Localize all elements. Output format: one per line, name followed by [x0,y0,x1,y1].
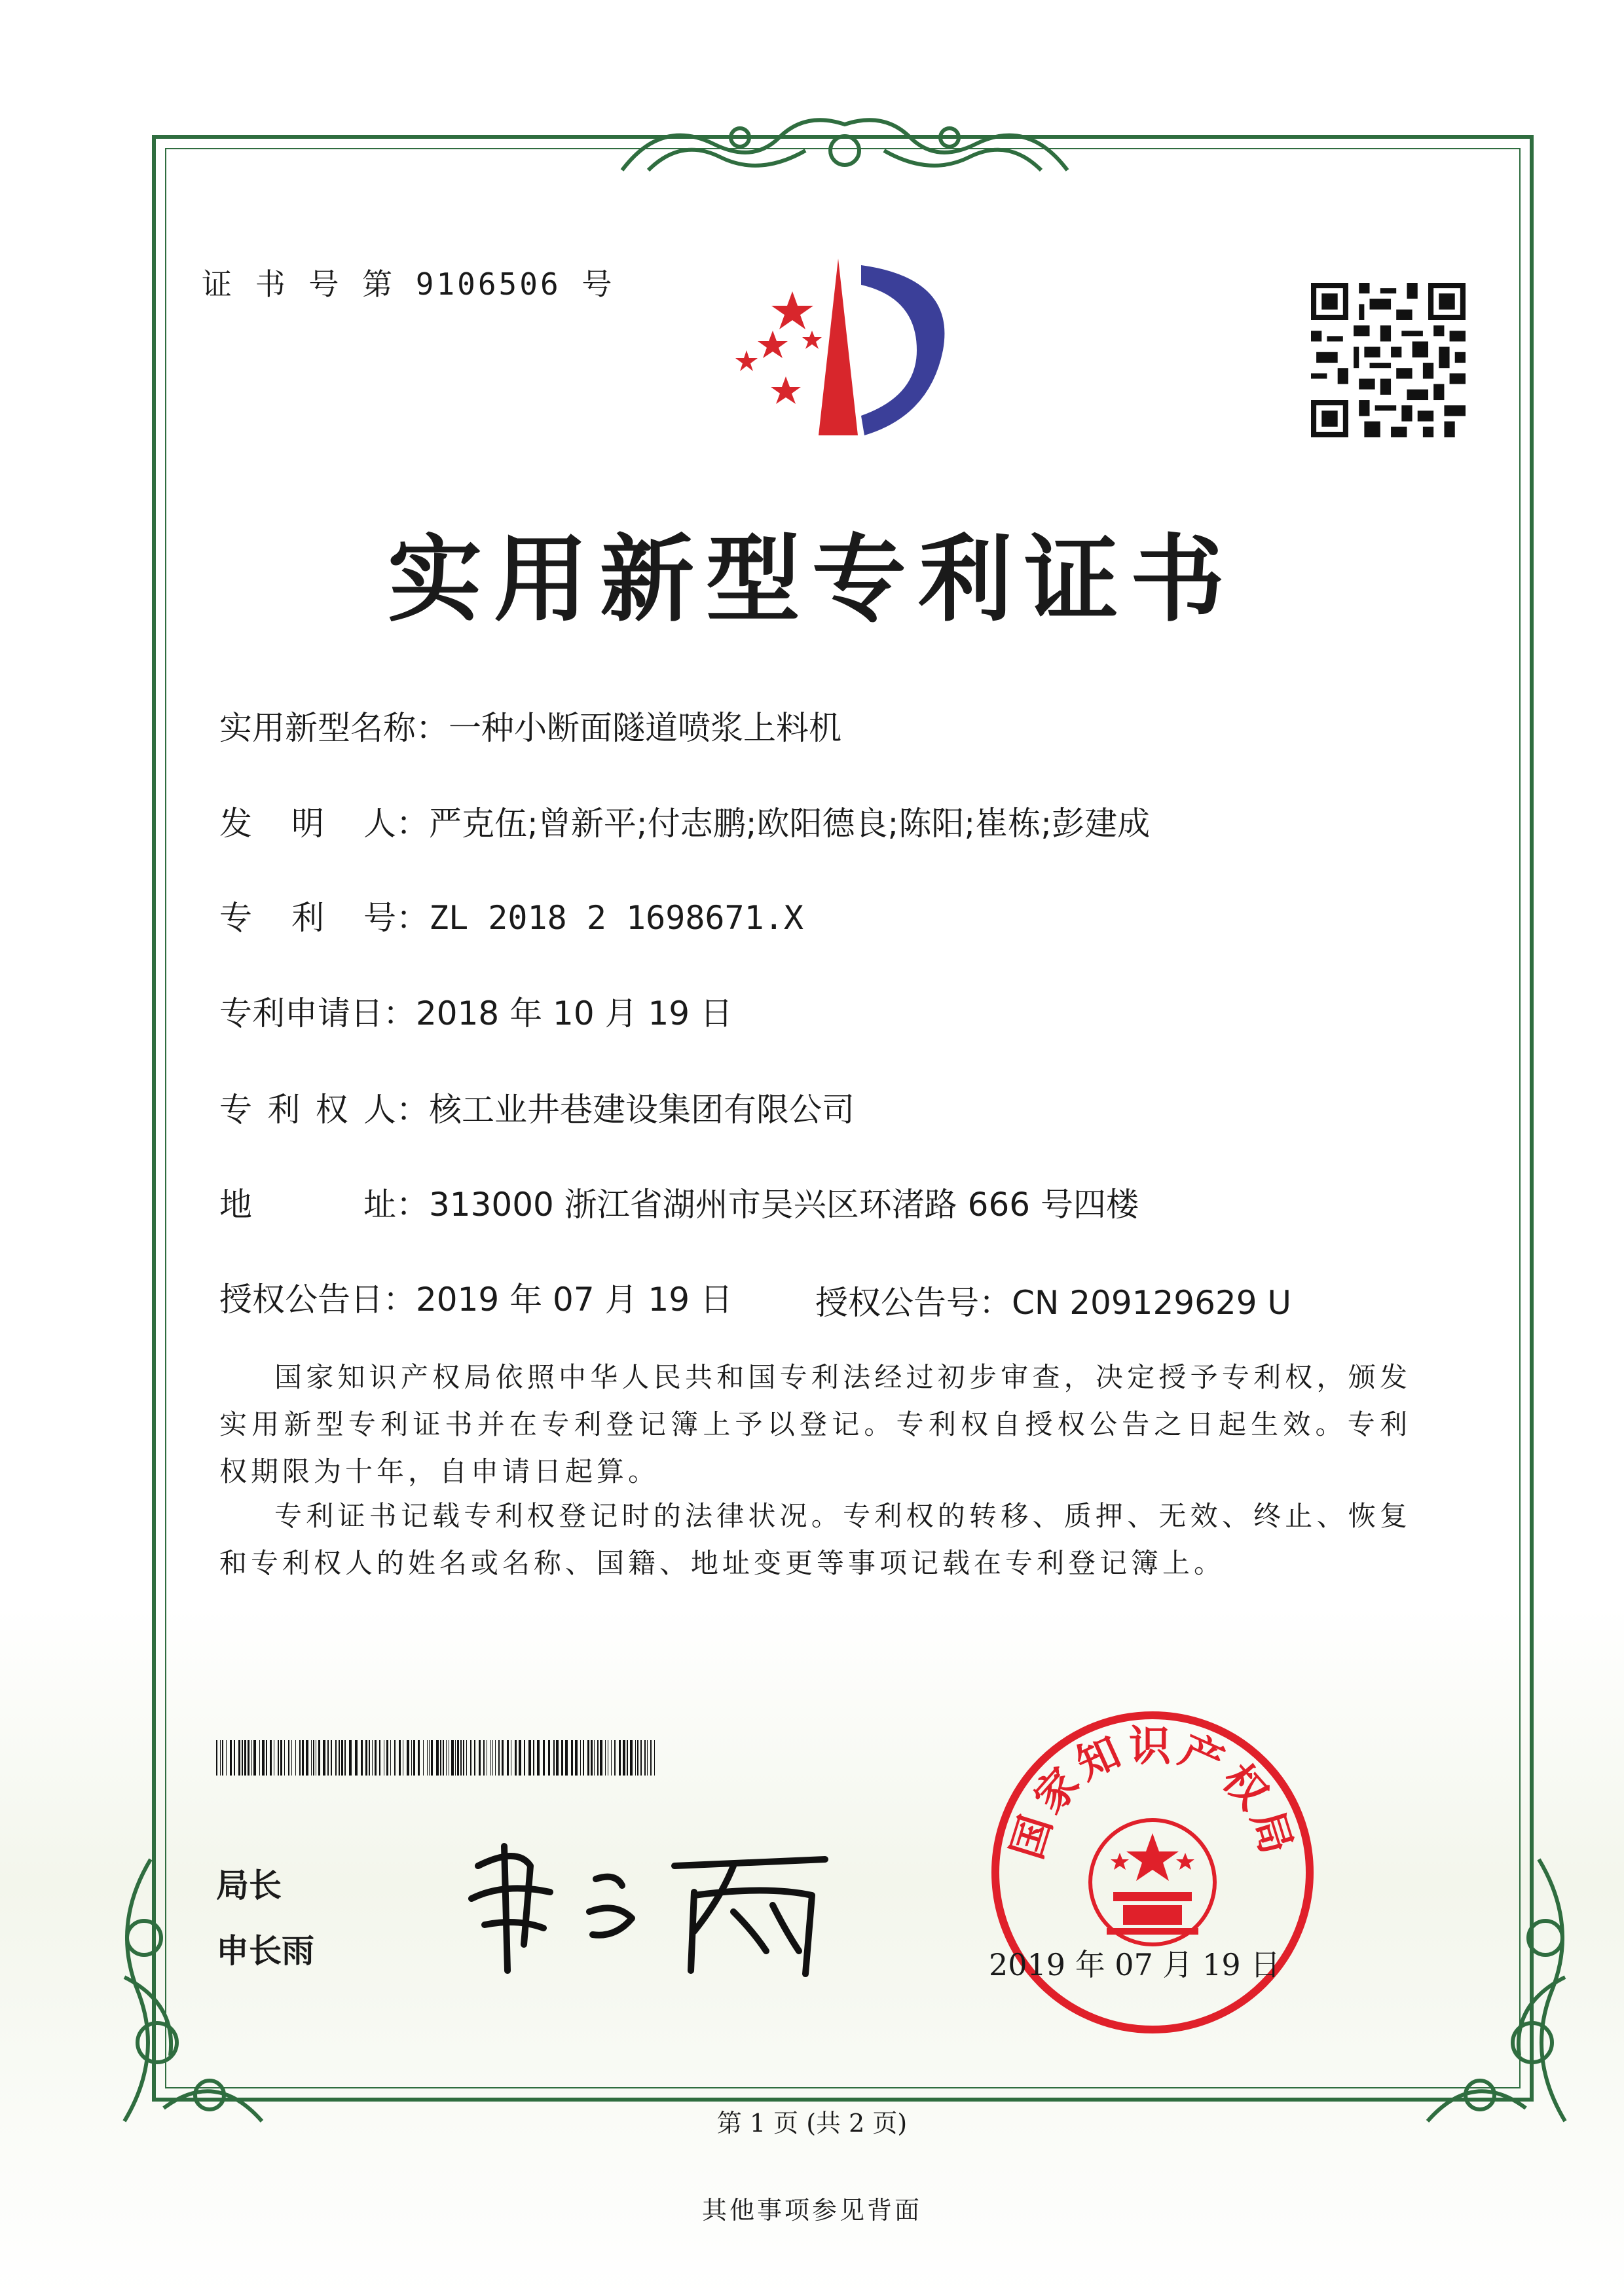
barcode-bar [313,1740,314,1776]
barcode-bar [479,1740,481,1776]
patentee-value: 核工业井巷建设集团有限公司 [429,1091,855,1129]
barcode-bar [266,1740,267,1776]
barcode-bar [331,1740,332,1776]
barcode-bar [390,1740,391,1776]
director-signature [458,1820,851,1984]
utility-model-name-label: 实用新型名称： [219,709,449,747]
barcode-bar [619,1740,621,1776]
barcode-bar [399,1740,401,1776]
barcode-bar [483,1740,485,1776]
barcode-bar [451,1740,454,1776]
barcode-bar [640,1740,642,1776]
barcode-bar [379,1740,380,1776]
director-title: 局长 [216,1867,282,1904]
barcode-bar [365,1740,367,1776]
barcode-bar [502,1740,504,1776]
seal-date: 2019 年 07 月 19 日 [989,1947,1281,1982]
barcode-bar [644,1740,646,1776]
grant-number-field [815,1277,1291,1324]
barcode-bar [361,1740,363,1776]
inventor-label: 发 明 人 [219,805,396,843]
barcode-bar [583,1740,584,1776]
barcode-bar [440,1740,441,1776]
barcode-bar [244,1740,246,1776]
top-ornament [609,98,1080,190]
barcode-bar [427,1740,428,1776]
barcode-bar [306,1740,308,1776]
barcode-bar [457,1740,459,1776]
cnipa-logo-icon [720,252,969,448]
barcode-icon [216,1740,655,1776]
patentee-field: 专 利 权 人 ：核工业井巷建设集团有限公司 [219,1084,855,1131]
barcode-bar [251,1740,252,1776]
address-value: 313000 浙江省湖州市吴兴区环渚路 666 号四楼 [429,1186,1139,1224]
barcode-bar [507,1740,509,1776]
barcode-bar [627,1740,628,1776]
barcode-bar [543,1740,545,1776]
grant-date-label: 授权公告日： [219,1281,416,1319]
barcode-bar [463,1740,464,1776]
barcode-bar [291,1740,292,1776]
grant-number-value: CN 209129629 U [1012,1284,1292,1322]
svg-text:国家知识产权局: 国家知识产权局 [1003,1722,1302,1865]
barcode-bar [561,1740,563,1776]
legal-paragraph-2: 专利证书记载专利权登记时的法律状况。专利权的转移、质押、无效、终止、恢复和专利权人的姓名或名称、国籍、地址变更等事项记载在专利登记簿上。 [219,1500,1411,1579]
address-label: 地 址 [219,1186,396,1224]
barcode-bar [466,1740,467,1776]
barcode-bar [460,1740,462,1776]
patent-number-field: 专 利 号 ：ZL 2018 2 1698671.X [219,892,803,939]
barcode-bar [528,1740,531,1776]
barcode-bar [394,1740,396,1776]
filing-date-field [219,987,733,1034]
barcode-bar [295,1740,296,1776]
barcode-bar [623,1740,625,1776]
grant-date-field [219,1273,733,1321]
utility-model-name-value: 一种小断面隧道喷浆上料机 [449,709,841,747]
barcode-bar [470,1740,471,1776]
barcode-bar [431,1740,433,1776]
barcode-bar [519,1740,521,1776]
page-number: 第 1 页 (共 2 页) [716,2109,908,2138]
barcode-bar [594,1740,595,1776]
barcode-bar [591,1740,593,1776]
patent-number-value: ZL 2018 2 1698671.X [429,899,803,937]
barcode-bar [284,1740,285,1776]
barcode-bar [654,1740,655,1776]
barcode-bar [375,1740,377,1776]
barcode-bar [270,1740,272,1776]
barcode-bar [553,1740,555,1776]
barcode-bar [288,1740,289,1776]
official-seal [982,1702,1323,2043]
barcode-bar [369,1740,370,1776]
utility-model-name-field [219,702,841,749]
barcode-bar [600,1740,602,1776]
barcode-bar [436,1740,439,1776]
barcode-bar [635,1740,636,1776]
legal-paragraph-1: 国家知识产权局依照中华人民共和国专利法经过初步审查，决定授予专利权，颁发实用新型专利证书并在专利登记簿上予以登记。专利权自授权公告之日起生效。专利权期限为十年，自申请日起算。 [219,1361,1411,1487]
barcode-bar [524,1740,525,1776]
barcode-bar [495,1740,496,1776]
barcode-bar [280,1740,282,1776]
barcode-bar [443,1740,444,1776]
barcode-bar [323,1740,325,1776]
barcode-bar [597,1740,599,1776]
barcode-bar [413,1740,415,1776]
patentee-label: 专 利 权 人 [219,1091,396,1129]
barcode-bar [429,1740,430,1776]
barcode-bar [278,1740,279,1776]
barcode-bar [565,1740,568,1776]
barcode-bar [580,1740,581,1776]
certificate-title: 实用新型专利证书 [387,524,1236,634]
barcode-bar [355,1740,358,1776]
director-name: 申长雨 [216,1932,314,1970]
barcode-bar [411,1740,412,1776]
barcode-bar [605,1740,606,1776]
barcode-bar [611,1740,612,1776]
barcode-bar [614,1740,616,1776]
inventor-value: 严克伍;曾新平;付志鹏;欧阳德良;陈阳;崔栋;彭建成 [429,805,1151,843]
barcode-bar [490,1740,491,1776]
barcode-bar [515,1740,517,1776]
filing-date-value: 2018 年 10 月 19 日 [416,994,733,1032]
barcode-bar [216,1740,217,1776]
barcode-bar [339,1740,340,1776]
barcode-bar [498,1740,500,1776]
barcode-bar [299,1740,301,1776]
barcode-bar [248,1740,249,1776]
barcode-bar [222,1740,223,1776]
barcode-bar [335,1740,337,1776]
barcode-bar [647,1740,648,1776]
barcode-bar [455,1740,456,1776]
patent-number-label: 专 利 号 [219,899,396,937]
barcode-bar [548,1740,550,1776]
barcode-bar [474,1740,475,1776]
barcode-bar [423,1740,424,1776]
barcode-bar [650,1740,652,1776]
barcode-bar [492,1740,493,1776]
barcode-bar [446,1740,447,1776]
barcode-bar [230,1740,232,1776]
grant-number-label: 授权公告号： [815,1284,1012,1322]
barcode-bar [418,1740,420,1776]
barcode-bar [630,1740,633,1776]
barcode-bar [234,1740,235,1776]
qr-code-icon [1311,283,1466,437]
barcode-bar [372,1740,373,1776]
barcode-bar [311,1740,312,1776]
barcode-bar [242,1740,243,1776]
barcode-bar [262,1740,265,1776]
certificate-number: 证 书 号 第 9106506 号 [202,266,615,302]
barcode-bar [587,1740,589,1776]
barcode-bar [386,1740,388,1776]
barcode-bar [575,1740,578,1776]
inventor-field: 发 明 人 ：严克伍;曾新平;付志鹏;欧阳德良;陈阳;崔栋;彭建成 [219,797,1150,845]
barcode-bar [220,1740,221,1776]
filing-date-label: 专利申请日： [219,994,416,1032]
barcode-bar [407,1740,409,1776]
barcode-bar [637,1740,638,1776]
barcode-bar [259,1740,260,1776]
barcode-bar [349,1740,352,1776]
bottom-right-ornament [1395,1846,1591,2147]
barcode-bar [537,1740,540,1776]
footer-note: 其他事项参见背面 [701,2196,922,2225]
barcode-bar [238,1740,240,1776]
address-field: 地 址 ：313000 浙江省湖州市吴兴区环渚路 666 号四楼 [219,1178,1139,1226]
barcode-bar [556,1740,559,1776]
barcode-bar [302,1740,304,1776]
barcode-bar [318,1740,320,1776]
barcode-bar [533,1740,534,1776]
barcode-bar [344,1740,346,1776]
barcode-bar [571,1740,573,1776]
barcode-bar [253,1740,256,1776]
barcode-bar [341,1740,343,1776]
grant-date-value: 2019 年 07 月 19 日 [416,1281,733,1319]
barcode-bar [327,1740,329,1776]
barcode-bar [226,1740,227,1776]
